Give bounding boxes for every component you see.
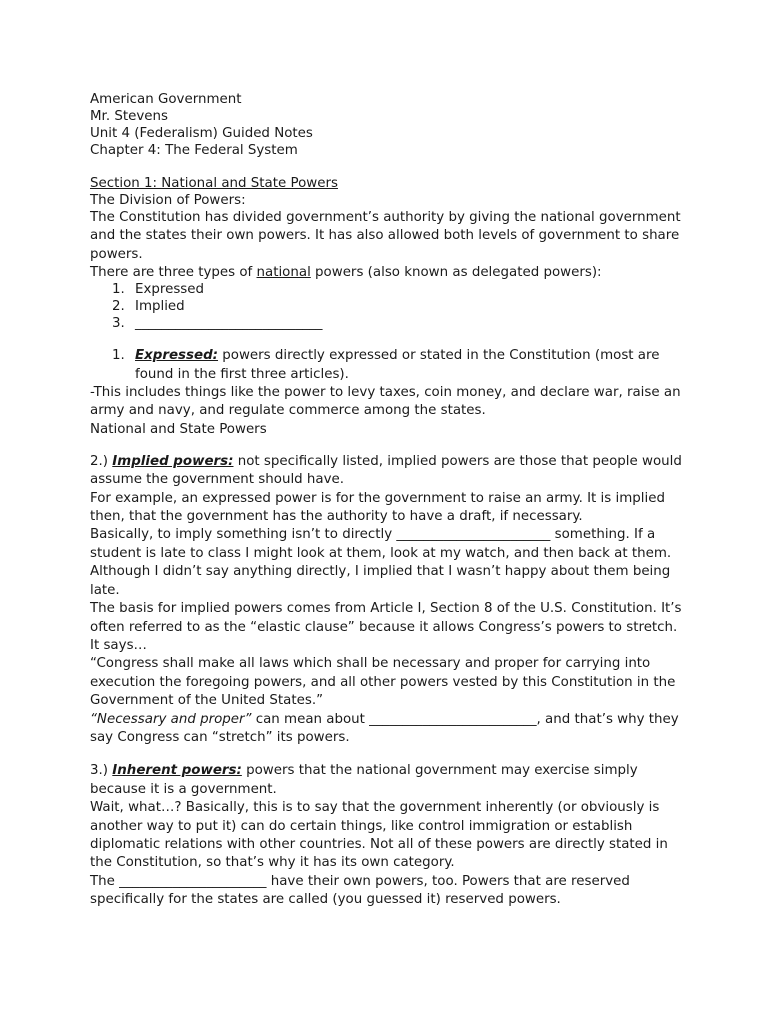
list-item: [112, 281, 682, 298]
list-number: 1.: [112, 282, 125, 298]
necessary-proper-line: [90, 711, 682, 748]
course-name: American Government: [90, 92, 242, 107]
expressed-def: powers directly expressed or stated in the Constitution (most are found in the first three articles).: [135, 348, 660, 382]
types-word-national: national: [256, 265, 311, 281]
expressed-number: 1.: [112, 348, 125, 364]
section-title: Section 1: National and State Powers: [90, 176, 338, 191]
inherent-definition: [90, 762, 682, 799]
list-blank: ____________________________: [135, 316, 323, 332]
list-text: Implied: [135, 299, 185, 315]
expressed-term: Expressed:: [135, 348, 219, 364]
necessary-proper-phrase: “Necessary and proper”: [90, 711, 252, 727]
spacer: [90, 332, 682, 347]
expressed-definition: [90, 347, 682, 384]
list-item: [112, 298, 682, 315]
expressed-note: -This includes things like the power to levy taxes, coin money, and declare war, raise an army and navy, and regulate commerce among the states.: [90, 385, 681, 419]
list-item: [112, 315, 682, 332]
spacer: [90, 159, 682, 175]
powers-list: [90, 281, 682, 332]
implied-term: Implied powers:: [112, 453, 234, 469]
inherent-number: 3.): [90, 763, 109, 779]
reserved-powers-line: The ______________________ have their own powers, too. Powers that are reserved specifically for the states are called (you guessed it) reserved powers.: [90, 873, 630, 908]
types-pre: There are three types of: [90, 265, 257, 281]
elastic-clause-quote: “Congress shall make all laws which shall be necessary and proper for carrying into execution the foregoing powers, and all other powers vested by this Constitution in the Government of the United States.”: [90, 656, 676, 709]
spacer: [90, 747, 682, 762]
intro-paragraph: The Constitution has divided government’s authority by giving the national government and the states their own powers. It has also allowed both levels of government to share powers.: [90, 210, 681, 262]
section-subtitle: The Division of Powers:: [90, 193, 246, 208]
spacer: [90, 438, 682, 453]
implied-definition: [90, 453, 682, 490]
types-post: powers (also known as delegated powers):: [310, 265, 602, 281]
implied-example: For example, an expressed power is for the government to raise an army. It is implied then, that the government has the authority to have a draft, if necessary.: [90, 490, 665, 525]
list-number: 3.: [112, 316, 125, 332]
types-sentence: [90, 264, 682, 281]
inherent-term: Inherent powers:: [112, 763, 242, 779]
implied-def: not specifically listed, implied powers are those that people would assume the government should have.: [90, 453, 682, 488]
chapter-title: Chapter 4: The Federal System: [90, 143, 298, 158]
teacher-name: Mr. Stevens: [90, 109, 168, 124]
unit-title: Unit 4 (Federalism) Guided Notes: [90, 126, 313, 141]
list-text: Expressed: [135, 282, 205, 298]
implied-number: 2.): [90, 453, 109, 469]
inherent-def: powers that the national government may exercise simply because it is a government.: [90, 763, 638, 797]
implied-basis: The basis for implied powers comes from Article I, Section 8 of the U.S. Constitution. It’s often referred to as the “elastic clause” because it allows Congress’s powers to stretch. It says…: [90, 601, 682, 653]
list-number: 2.: [112, 299, 125, 315]
expressed-footer: National and State Powers: [90, 421, 267, 437]
inherent-explanation: Wait, what…? Basically, this is to say that the government inherently (or obviously is another way to put it) can do certain things, like control immigration or establish diplomatic relations with other countries. Not all of these powers are directly stated in the Constitution, so that’s why it has its own category.: [90, 800, 668, 871]
implied-basically: Basically, to imply something isn’t to directly _______________________ something. If a student is late to class I might look at them, look at my watch, and then back at them. Although I didn’t say anything directly, I implied that I wasn’t happy about them being late.: [90, 527, 672, 598]
necessary-proper-rest: can mean about _________________________, and that’s why they say Congress can “stretch” its powers.: [90, 711, 679, 745]
